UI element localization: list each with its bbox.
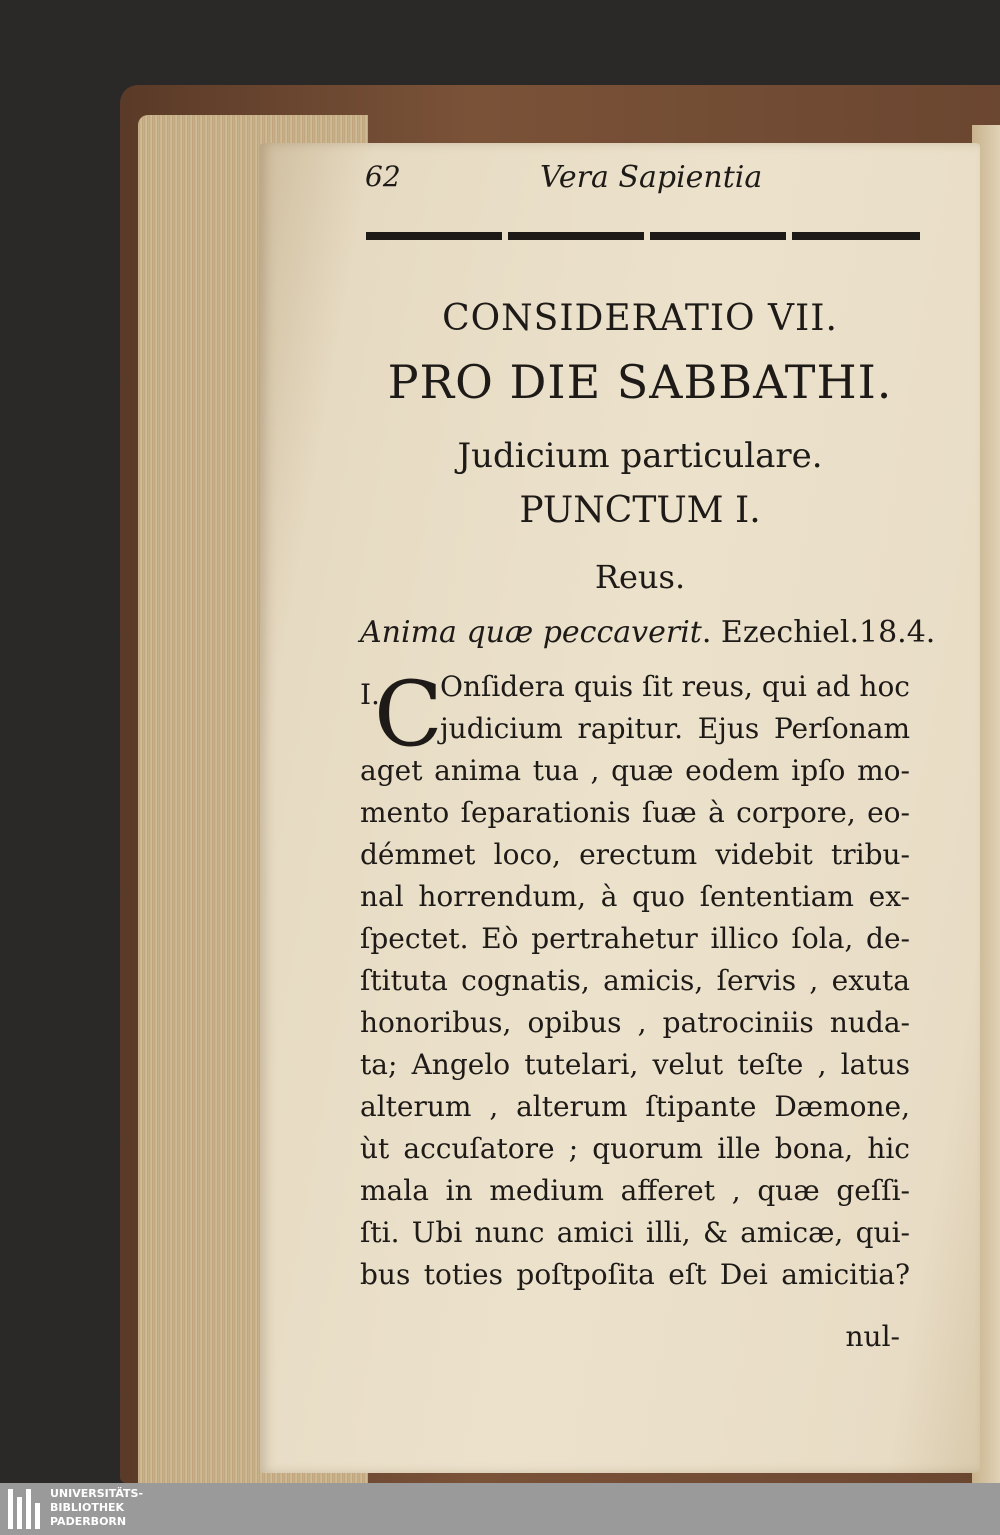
running-header [360,160,920,200]
day-heading: PRO DIE SABBATHI. [387,355,893,409]
text-line: ùt accuſatore ; quorum ille bona, hic [360,1132,910,1165]
text-line: démmet loco, erectum videbit tribu- [360,838,910,871]
drop-cap: C [374,662,443,767]
text-line: ſti. Ubi nunc amici illi, & amicæ, qui- [360,1216,910,1249]
text-line: aget anima tua , quæ eodem ipſo mo- [360,754,910,787]
text-line: mento ſeparationis ſuæ à corpore, eo- [360,796,910,829]
text-line: honoribus, opibus , patrociniis nuda- [360,1006,910,1039]
catchword: nul- [845,1320,900,1353]
page-number: 62 [365,160,401,193]
library-name: UNIVERSITÄTS- BIBLIOTHEK PADERBORN [50,1487,144,1528]
header-rule [366,232,920,240]
text-line: alterum , alterum ſtipante Dæmone, [360,1090,910,1123]
text-line: ſpectet. Eò pertrahetur illico ſola, de- [360,922,910,955]
epigraph-reference: . Ezechiel.18.4. [701,615,936,650]
page-text [360,150,936,1380]
paragraph-number: I. [360,678,380,711]
text-line: ſtituta cognatis, amicis, ſervis , exuta [360,964,910,997]
text-line: mala in medium afferet , quæ geſſi- [360,1174,910,1207]
text-line: nal horrendum, à quo ſententiam ex- [360,880,910,913]
consideratio-heading: CONSIDERATIO VII. [442,298,838,339]
epigraph-quote: Anima quæ peccaverit [360,615,702,650]
running-title: Vera Sapientia [540,160,763,195]
punctum-heading: PUNCTUM I. [519,490,761,531]
library-logo-icon [8,1489,42,1529]
section-heading: Reus. [594,558,686,596]
text-line: judicium rapitur. Ejus Perſonam [440,712,910,745]
text-line: ta; Angelo tutelari, velut teſte , latus [360,1048,910,1081]
subject-heading: Judicium particulare. [457,436,823,476]
text-line: Onſidera quis ſit reus, qui ad hoc [440,670,910,703]
library-footer [0,1483,1000,1535]
epigraph [360,615,936,650]
text-line: bus toties poſtpoſita eſt Dei amicitia? [360,1258,910,1291]
